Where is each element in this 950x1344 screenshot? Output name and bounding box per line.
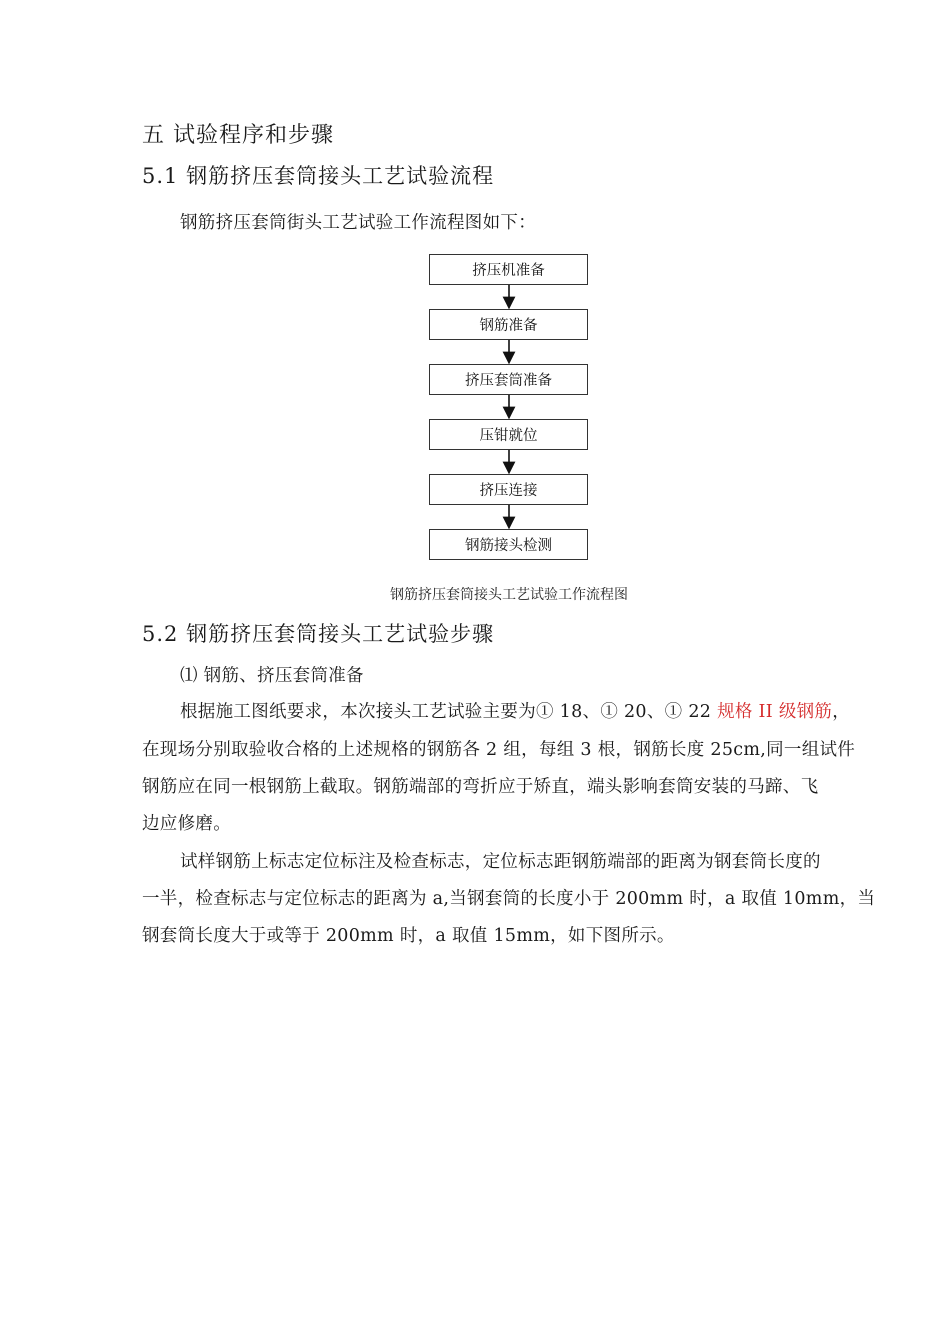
paragraph-2-line-3: 钢套筒长度大于或等于 200mm 时，a 取值 15mm，如下图所示。: [142, 926, 675, 946]
flow-step-sleeve-prep: 挤压套筒准备: [429, 364, 588, 395]
flow-step-joint-inspection: 钢筋接头检测: [429, 529, 588, 560]
highlight-rebar-grade: 规格 II 级钢筋: [717, 702, 833, 722]
flowchart-intro: 钢筋挤压套筒街头工艺试验工作流程图如下：: [180, 213, 536, 233]
subsection-heading-5-1: 5.1 钢筋挤压套筒接头工艺试验流程: [142, 164, 495, 188]
subsection-heading-5-2: 5.2 钢筋挤压套筒接头工艺试验步骤: [142, 622, 495, 646]
paragraph-1-line-3: 钢筋应在同一根钢筋上截取。钢筋端部的弯折应于矫直，端头影响套筒安装的马蹄、飞: [142, 777, 819, 797]
flowchart-caption: 钢筋挤压套筒接头工艺试验工作流程图: [390, 587, 628, 603]
flow-step-rebar-prep: 钢筋准备: [429, 309, 588, 340]
item-1-title: ⑴ 钢筋、挤压套筒准备: [180, 666, 364, 686]
paragraph-1-line-2: 在现场分别取验收合格的上述规格的钢筋各 2 组，每组 3 根，钢筋长度 25cm,同一组试件: [142, 740, 856, 760]
flow-step-extruder-prep: 挤压机准备: [429, 254, 588, 285]
paragraph-2-line-2: 一半，检查标志与定位标志的距离为 a,当钢套筒的长度小于 200mm 时，a 取值 10mm，当: [142, 889, 876, 909]
paragraph-2-line-1: 试样钢筋上标志定位标注及检查标志，定位标志距钢筋端部的距离为钢套筒长度的: [180, 852, 821, 872]
flow-step-extrusion-connect: 挤压连接: [429, 474, 588, 505]
paragraph-1-text: 根据施工图纸要求，本次接头工艺试验主要为① 18、① 20、① 22: [180, 702, 718, 722]
paragraph-1-line-1: [180, 698, 850, 723]
flow-step-clamp-position: 压钳就位: [429, 419, 588, 450]
paragraph-1-punct: ，: [832, 702, 851, 722]
section-heading: 五 试验程序和步骤: [142, 123, 334, 148]
flowchart-arrows: [0, 0, 950, 600]
paragraph-1-line-4: 边应修磨。: [142, 814, 231, 834]
